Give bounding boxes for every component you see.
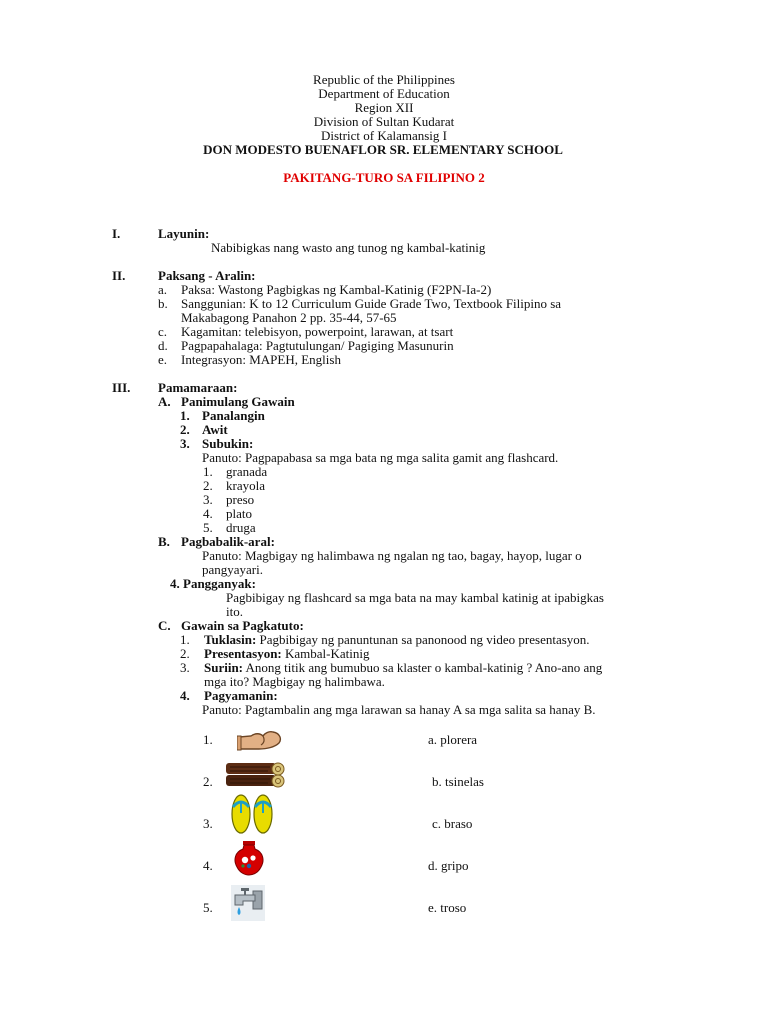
lesson-title: PAKITANG-TURO SA FILIPINO 2 [283, 170, 485, 185]
list-marker: a. [158, 282, 168, 297]
match-number: 3. [203, 816, 213, 831]
header-line-3: Region XII [354, 100, 414, 115]
match-answer: b. tsinelas [432, 774, 484, 789]
step-panalangin: Panalangin [202, 408, 265, 423]
subukin-instructions: Panuto: Pagpapabasa sa mga bata ng mga salita gamit ang flashcard. [202, 450, 559, 465]
section-3-heading: Pamamaraan: [158, 380, 238, 395]
word-item: krayola [226, 478, 265, 493]
balik-aral-instructions: Panuto: Magbigay ng halimbawa ng ngalan ng tao, bagay, hayop, lugar o [202, 548, 582, 563]
section-1-number: I. [112, 226, 121, 241]
step-awit: Awit [202, 422, 228, 437]
step-marker: 2. [180, 422, 190, 437]
school-name: DON MODESTO BUENAFLOR SR. ELEMENTARY SCHOOL [203, 142, 563, 157]
sub-a-heading: Panimulang Gawain [181, 394, 295, 409]
step-marker: 2. [180, 646, 190, 661]
pangganyak-text: Pagbibigay ng flashcard sa mga bata na may kambal katinig at ipabigkas [226, 590, 604, 605]
sub-c-heading: Gawain sa Pagkatuto: [181, 618, 304, 633]
list-item-continuation: Makabagong Panahon 2 pp. 35-44, 57-65 [181, 310, 397, 325]
word-item: plato [226, 506, 252, 521]
slippers-icon [229, 793, 275, 839]
step-subukin: Subukin: [202, 436, 254, 451]
pangganyak-heading: 4. Pangganyak: [170, 576, 256, 591]
header-line-5: District of Kalamansig I [321, 128, 447, 143]
word-item: druga [226, 520, 256, 535]
sub-c-marker: C. [158, 618, 171, 633]
objective-text: Nabibigkas nang wasto ang tunog ng kambal-katinig [211, 240, 486, 255]
step-text: Kambal-Katinig [281, 646, 370, 661]
match-number: 2. [203, 774, 213, 789]
step-label: Suriin: [204, 660, 244, 675]
step-marker: 1. [180, 632, 190, 647]
logs-icon [224, 762, 288, 792]
faucet-icon [231, 885, 265, 925]
match-number: 1. [203, 732, 213, 747]
step-marker: 4. [180, 688, 190, 703]
word-item: granada [226, 464, 268, 479]
list-marker: d. [158, 338, 168, 353]
sub-a-marker: A. [158, 394, 171, 409]
step-label: Tuklasin: [204, 632, 257, 647]
step-text: Pagbibigay ng panuntunan sa panonood ng video presentasyon. [256, 632, 590, 647]
list-marker: e. [158, 352, 168, 367]
section-1-heading: Layunin: [158, 226, 210, 241]
section-2-number: II. [112, 268, 126, 283]
match-answer: a. plorera [428, 732, 478, 747]
step-marker: 3. [180, 660, 190, 675]
step-label: Presentasyon: [204, 646, 282, 661]
word-marker: 1. [203, 464, 213, 479]
step-suriin-cont: mga ito? Magbigay ng halimbawa. [204, 674, 385, 689]
list-item: Kagamitan: telebisyon, powerpoint, larawan, at tsart [181, 324, 454, 339]
match-answer: d. gripo [428, 858, 469, 873]
word-item: preso [226, 492, 255, 507]
header-line-4: Division of Sultan Kudarat [313, 114, 455, 129]
header-line-1: Republic of the Philippines [313, 72, 455, 87]
list-item: Integrasyon: MAPEH, English [181, 352, 341, 367]
list-item: Paksa: Wastong Pagbigkas ng Kambal-Katinig (F2PN-Ia-2) [181, 282, 492, 297]
pangganyak-text-cont: ito. [226, 604, 243, 619]
balik-aral-instructions-cont: pangyayari. [202, 562, 264, 577]
word-marker: 5. [203, 520, 213, 535]
step-marker: 3. [180, 436, 190, 451]
pagyamanin-instructions: Panuto: Pagtambalin ang mga larawan sa hanay A sa mga salita sa hanay B. [202, 702, 596, 717]
step-text: Anong titik ang bumubuo sa klaster o kambal-katinig ? Ano-ano ang [243, 660, 603, 675]
word-marker: 2. [203, 478, 213, 493]
match-number: 5. [203, 900, 213, 915]
sub-b-marker: B. [158, 534, 170, 549]
sub-b-heading: Pagbabalik-aral: [181, 534, 275, 549]
step-pagyamanin: Pagyamanin: [204, 688, 278, 703]
list-marker: b. [158, 296, 168, 311]
match-answer: c. braso [432, 816, 473, 831]
match-answer: e. troso [428, 900, 467, 915]
list-item: Sanggunian: K to 12 Curriculum Guide Grade Two, Textbook Filipino sa [181, 296, 562, 311]
list-marker: c. [158, 324, 168, 339]
word-marker: 4. [203, 506, 213, 521]
step-marker: 1. [180, 408, 190, 423]
list-item: Pagpapahalaga: Pagtutulungan/ Pagiging Masunurin [181, 338, 454, 353]
match-number: 4. [203, 858, 213, 873]
section-3-number: III. [112, 380, 131, 395]
arm-icon [237, 727, 283, 759]
word-marker: 3. [203, 492, 213, 507]
header-line-2: Department of Education [318, 86, 450, 101]
vase-icon [232, 840, 266, 880]
section-2-heading: Paksang - Aralin: [158, 268, 256, 283]
